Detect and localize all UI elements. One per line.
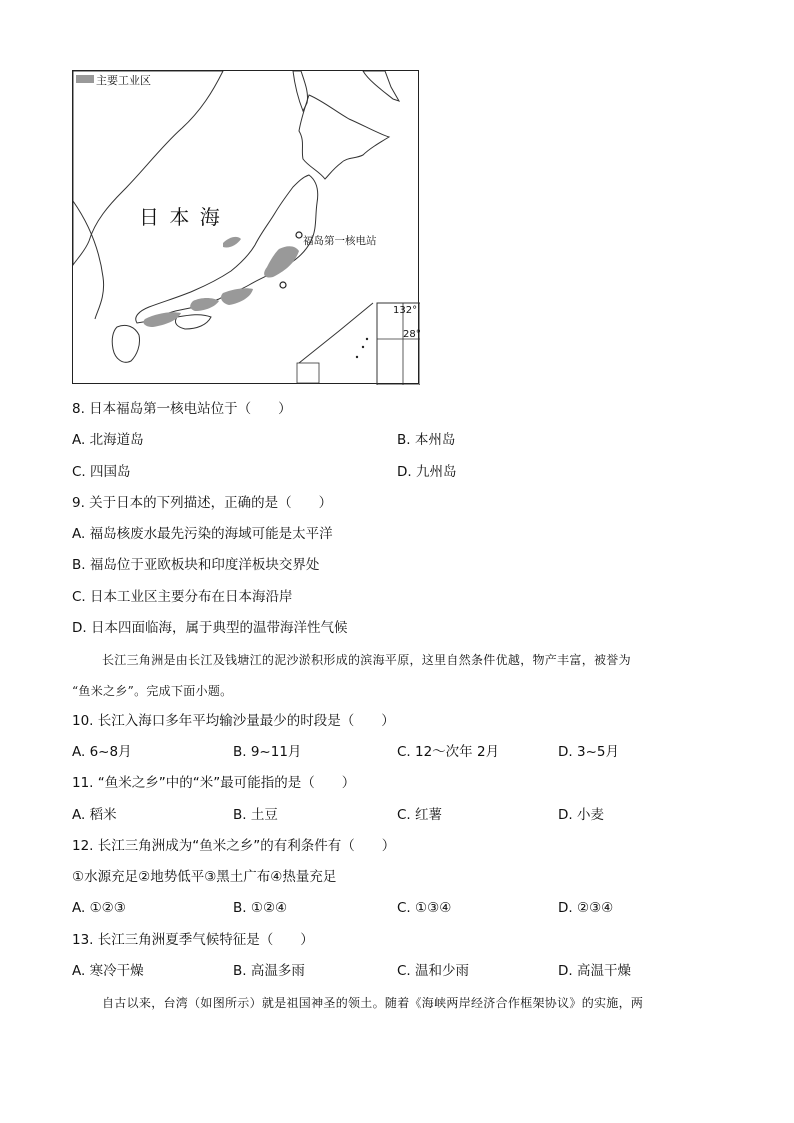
passage1-line1: 长江三角洲是由长江及钱塘江的泥沙淤积形成的滨海平原，这里自然条件优越，物产丰富，被誉为: [102, 653, 631, 667]
industrial-zone-chukyo: [221, 288, 253, 305]
q12-conditions: ①水源充足②地势低平③黑土广布④热量充足: [72, 869, 337, 885]
asia-coast: [73, 71, 223, 265]
legend-label: 主要工业区: [96, 74, 151, 87]
station-label: 福岛第一核电站: [303, 235, 377, 247]
q8-option-c[interactable]: C. 四国岛: [72, 464, 131, 480]
q13-option-a[interactable]: A. 寒冷干燥: [72, 963, 144, 979]
q9-option-d[interactable]: D. 日本四面临海，属于典型的温带海洋性气候: [72, 620, 348, 636]
fukushima-marker: [296, 232, 302, 238]
sea-label: 日 本 海: [139, 205, 222, 229]
q10-option-a[interactable]: A. 6~8月: [72, 744, 132, 760]
q12-option-c[interactable]: C. ①③④: [397, 900, 452, 916]
q12-option-a[interactable]: A. ①②③: [72, 900, 126, 916]
industrial-zone-hokuriku: [223, 237, 241, 248]
island-dot: [366, 338, 368, 340]
q13-stem: 13. 长江三角洲夏季气候特征是（ ）: [72, 932, 314, 948]
hokkaido: [299, 95, 389, 179]
passage1-line2: “鱼米之乡”。完成下面小题。: [72, 684, 233, 698]
q9-option-b[interactable]: B. 福岛位于亚欧板块和印度洋板块交界处: [72, 557, 320, 573]
island-dot: [362, 346, 364, 348]
inset-lon-label: 132°: [393, 305, 418, 316]
q8-option-d[interactable]: D. 九州岛: [397, 464, 457, 480]
q9-option-c[interactable]: C. 日本工业区主要分布在日本海沿岸: [72, 589, 293, 605]
q8-option-b[interactable]: B. 本州岛: [397, 432, 456, 448]
japan-map: [72, 70, 419, 384]
passage2-line1: 自古以来，台湾（如图所示）就是祖国神圣的领土。随着《海峡两岸经济合作框架协议》的实施，两: [102, 996, 644, 1010]
shikoku: [175, 315, 211, 329]
inset-lat-label: 28°: [403, 329, 421, 340]
legend-swatch: [76, 75, 94, 83]
q10-stem: 10. 长江入海口多年平均输沙量最少的时段是（ ）: [72, 713, 395, 729]
tokyo-marker: [280, 282, 286, 288]
q8-option-a[interactable]: A. 北海道岛: [72, 432, 144, 448]
south-china-sea-inset: [297, 363, 319, 383]
inset-divider: [299, 303, 373, 363]
q13-option-d[interactable]: D. 高温干燥: [558, 963, 631, 979]
kuril-coast: [363, 71, 399, 101]
q13-option-c[interactable]: C. 温和少雨: [397, 963, 470, 979]
q11-option-d[interactable]: D. 小麦: [558, 807, 604, 823]
q12-stem: 12. 长江三角洲成为“鱼米之乡”的有利条件有（ ）: [72, 838, 396, 854]
japan-map-graphic: [73, 71, 420, 385]
q11-option-b[interactable]: B. 土豆: [233, 807, 278, 823]
industrial-zone-hanshin: [190, 298, 219, 311]
q11-stem: 11. “鱼米之乡”中的“米”最可能指的是（ ）: [72, 775, 356, 791]
q10-option-b[interactable]: B. 9~11月: [233, 744, 302, 760]
q13-option-b[interactable]: B. 高温多雨: [233, 963, 305, 979]
q11-option-a[interactable]: A. 稻米: [72, 807, 117, 823]
q9-option-a[interactable]: A. 福岛核废水最先污染的海域可能是太平洋: [72, 526, 333, 542]
kyushu: [112, 325, 139, 362]
q12-option-d[interactable]: D. ②③④: [558, 900, 614, 916]
island-dot: [356, 356, 358, 358]
q8-stem: 8. 日本福岛第一核电站位于（ ）: [72, 401, 292, 417]
q10-option-c[interactable]: C. 12～次年 2月: [397, 744, 500, 760]
q12-option-b[interactable]: B. ①②④: [233, 900, 288, 916]
q10-option-d[interactable]: D. 3~5月: [558, 744, 619, 760]
industrial-zone-kanto: [264, 246, 299, 277]
korea-coast: [73, 201, 104, 319]
q11-option-c[interactable]: C. 红薯: [397, 807, 443, 823]
q9-stem: 9. 关于日本的下列描述，正确的是（ ）: [72, 495, 333, 511]
